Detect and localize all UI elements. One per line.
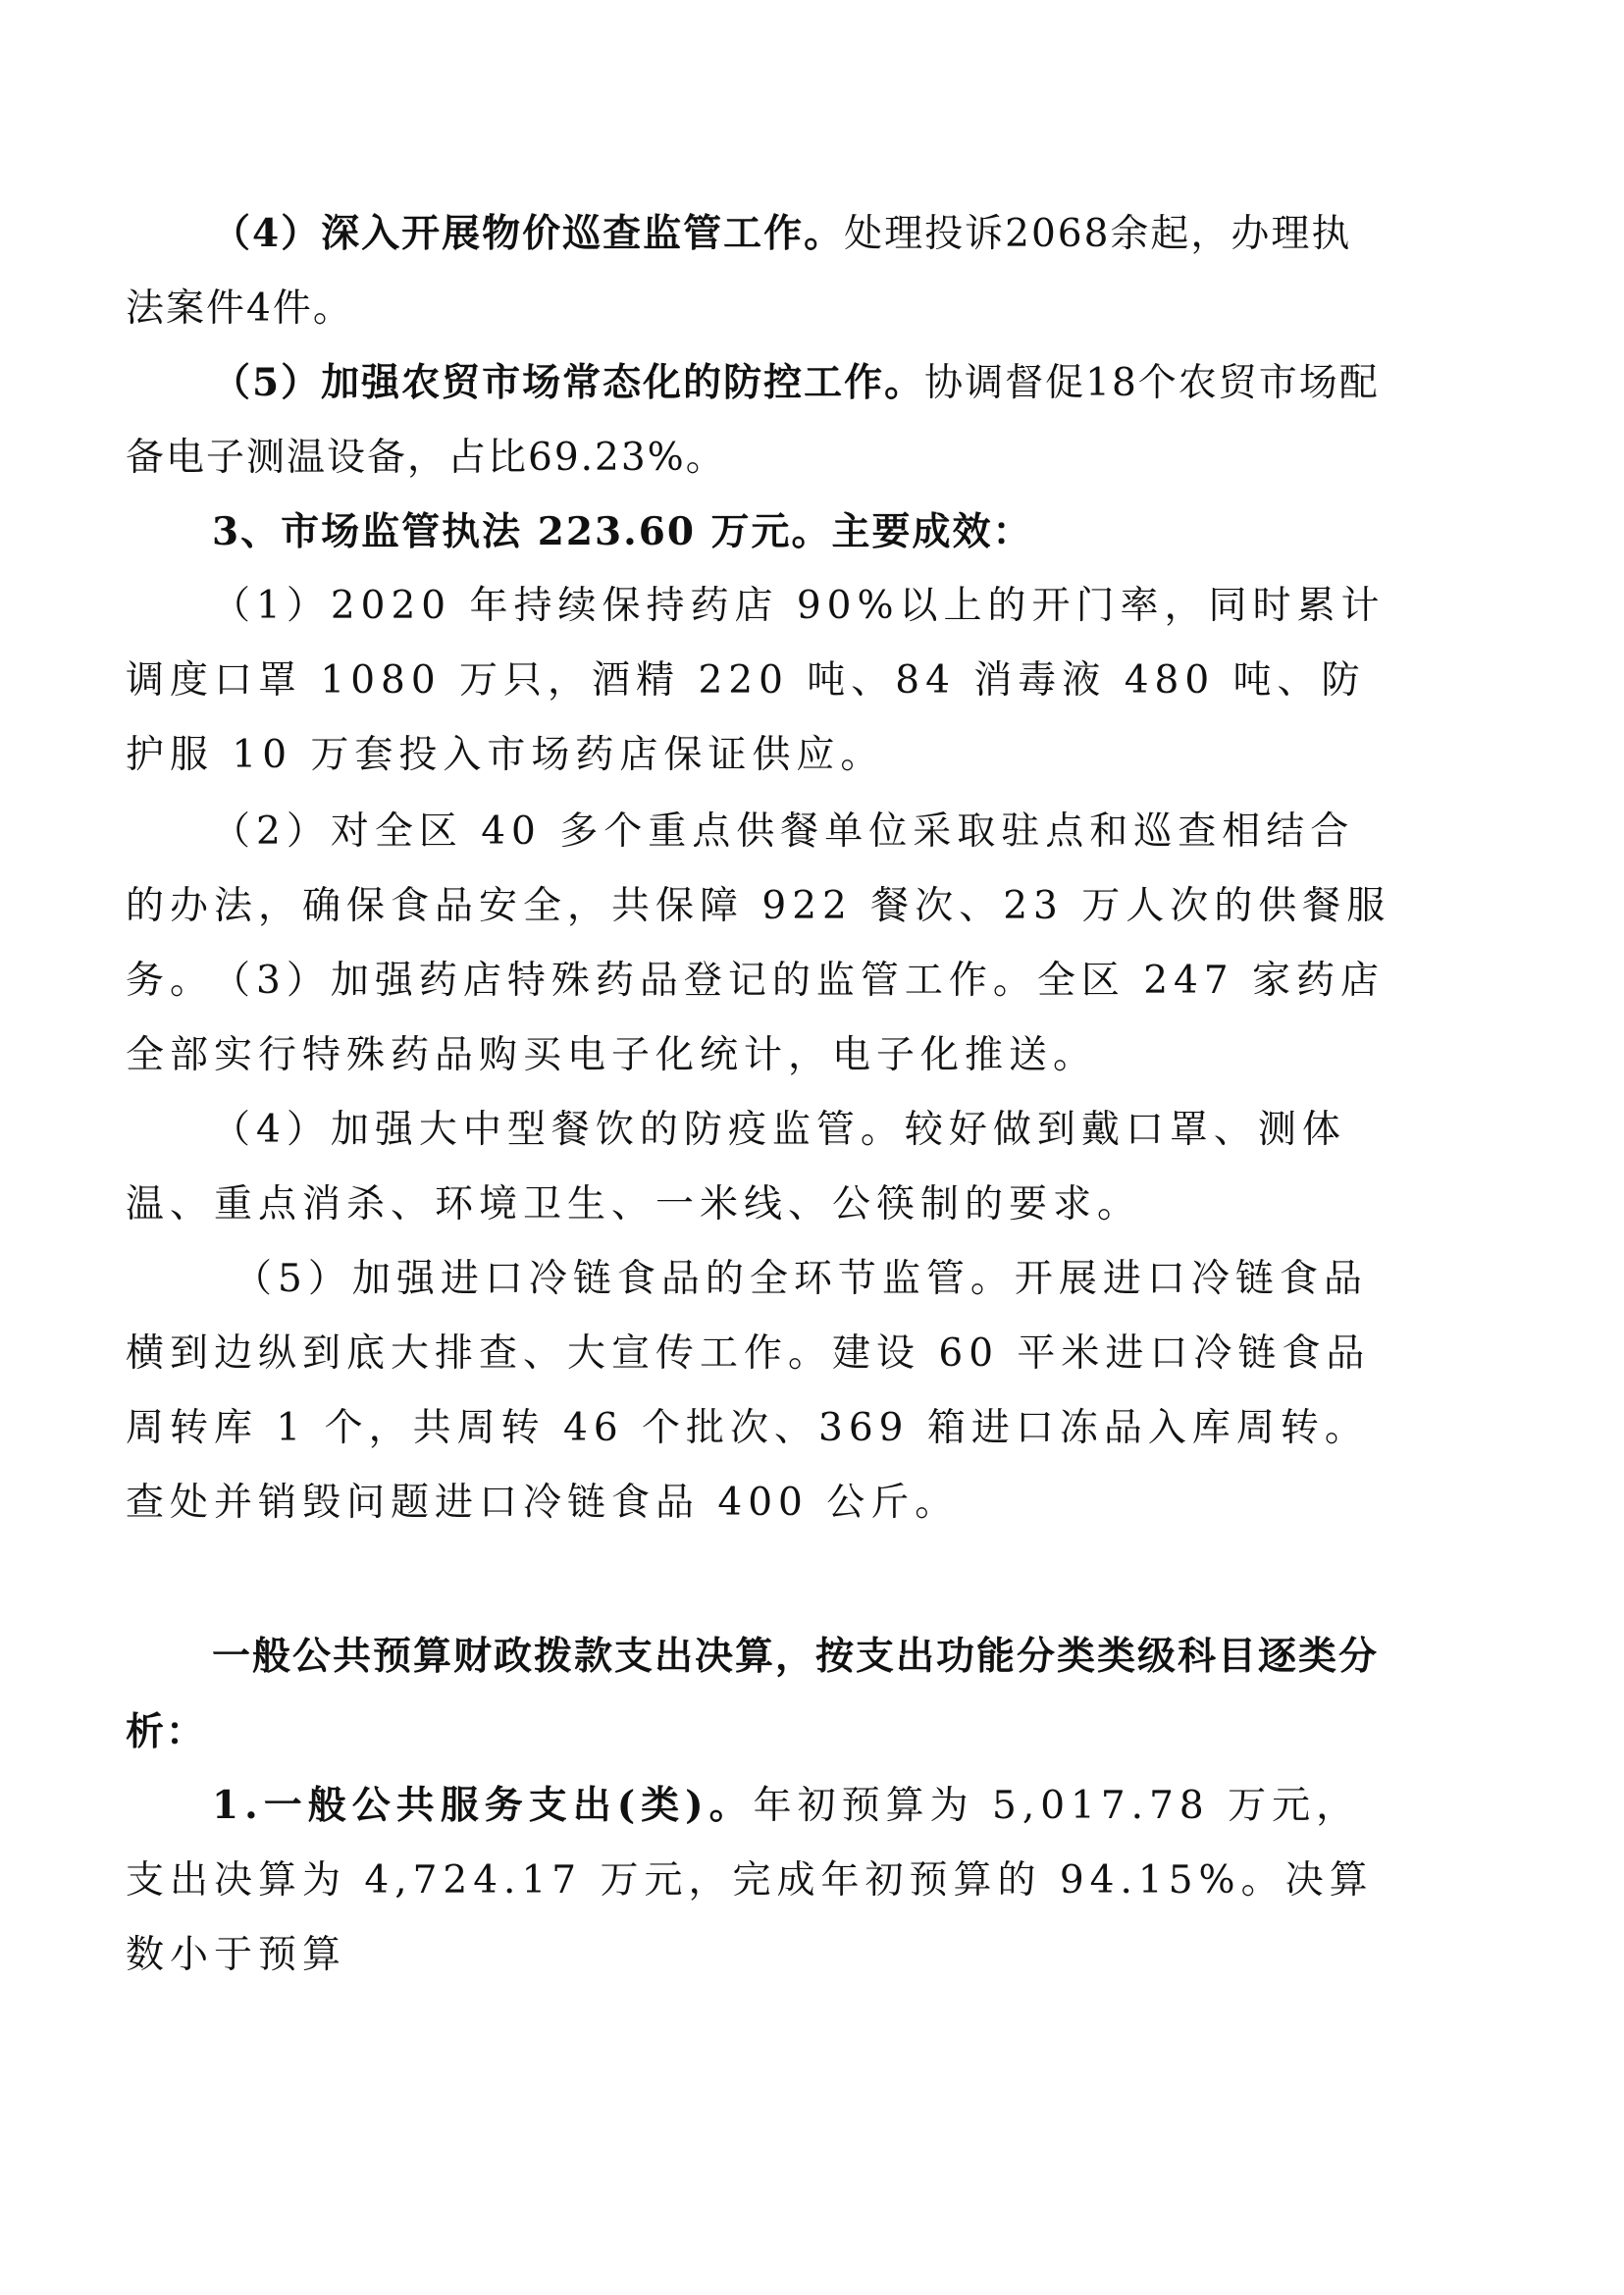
paragraph-special-drugs [126,944,1391,1093]
paragraph-body: 处理投诉2068余起，办理执法案件4件。 [126,212,1352,331]
section-heading: 3、市场监管执法 223.60 万元。主要成效： [212,509,1033,554]
paragraph-heading: （4）深入开展物价巡查监管工作。 [212,211,845,256]
paragraph-heading: （5）加强农贸市场常态化的防控工作。 [212,360,925,405]
paragraph-general-public-services [126,1768,1391,1993]
paragraph-price-inspection [126,196,1391,346]
paragraph-restaurant-prevention [126,1093,1391,1242]
paragraph-cold-chain [126,1242,1391,1540]
paragraph-market-epidemic-control [126,345,1391,496]
paragraph-body: 协调督促18个农贸市场配备电子测温设备，占比69.23%。 [126,361,1380,480]
paragraph-body: （1）2020 年持续保持药店 90%以上的开门率，同时累计调度口罩 1080 万只，酒精 220 吨、84 消毒液 480 吨、防护服 10 万套投入市场药店保证供应。 [126,584,1386,777]
section-heading: 一般公共预算财政拨款支出决算，按支出功能分类类级科目逐类分析： [126,1634,1380,1754]
section-heading-budget-analysis [126,1619,1391,1770]
paragraph-body: （5）加强进口冷链食品的全环节监管。开展进口冷链食品横到边纵到底大排查、大宣传工作。建设 60 平米进口冷链食品周转库 1 个，共周转 46 个批次、369 箱进口冻品入库周转。查处并销毁问题进口冷链食品 400 公斤。 [126,1257,1371,1525]
paragraph-body: （2）对全区 40 多个重点供餐单位采取驻点和巡查相结合的办法，确保食品安全，共保障 922 餐次、23 万人次的供餐服务。 [126,809,1391,1003]
paragraph-body: 年初预算为 5,017.78 万元，支出决算为 4,724.17 万元，完成年初预算的 94.15%。决算数小于预算 [126,1784,1374,1977]
paragraph-pharmacy-supply [126,569,1391,793]
paragraph-body: （4）加强大中型餐饮的防疫监管。较好做到戴口罩、测体温、重点消杀、环境卫生、一米线、公筷制的要求。 [126,1108,1346,1226]
paragraph-body: （3）加强药店特殊药品登记的监管工作。全区 247 家药店全部实行特殊药品购买电子化统计，电子化推送。 [126,959,1386,1077]
paragraph-heading: 1.一般公共服务支出(类)。 [212,1783,754,1828]
section-heading-market-enforcement [126,495,1391,570]
